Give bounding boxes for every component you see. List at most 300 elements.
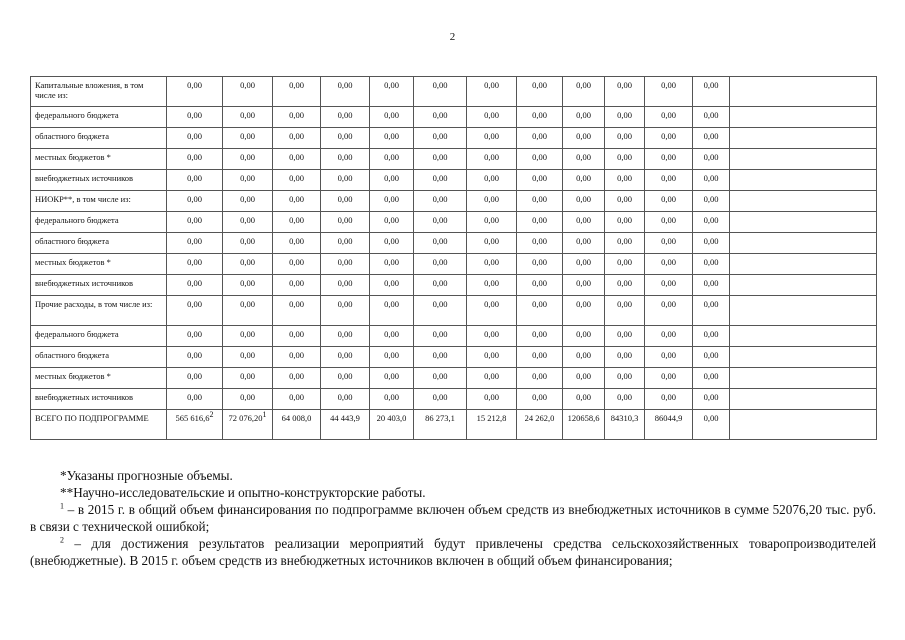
cell-value: 0,00: [337, 257, 353, 267]
value-cell: [167, 368, 223, 389]
cell-value: 0,00: [617, 329, 632, 339]
value-cell: [223, 275, 273, 296]
cell-value: 0,00: [432, 194, 448, 204]
value-cell: [645, 326, 693, 347]
cell-value: 0,00: [432, 110, 448, 120]
value-cell: [517, 326, 563, 347]
cell-value: 0,00: [187, 278, 202, 288]
empty-cell: [730, 191, 877, 212]
cell-value: 0,00: [617, 152, 632, 162]
value-cell: [414, 368, 467, 389]
cell-value: 0,00: [532, 350, 547, 360]
cell-value: 0,00: [187, 350, 202, 360]
value-cell: [414, 233, 467, 254]
footnote-2-mark: 2: [60, 535, 64, 545]
value-cell: [273, 389, 321, 410]
value-cell: [563, 170, 605, 191]
value-cell: [517, 149, 563, 170]
value-cell: [563, 149, 605, 170]
value-cell: [517, 389, 563, 410]
table-row: [31, 368, 877, 389]
cell-value: 0,00: [337, 173, 353, 183]
value-cell: [605, 170, 645, 191]
value-cell: [563, 191, 605, 212]
row-label: внебюджетных источников: [31, 389, 167, 410]
value-cell: [273, 368, 321, 389]
value-cell: [414, 212, 467, 233]
value-cell: [563, 347, 605, 368]
cell-value: 0,00: [289, 131, 304, 141]
value-cell: [605, 77, 645, 107]
value-cell: [605, 128, 645, 149]
cell-value: 0,00: [484, 131, 499, 141]
value-cell: [273, 107, 321, 128]
value-cell: [370, 296, 414, 326]
cell-value: 0,00: [661, 236, 676, 246]
cell-value: 0,00: [484, 350, 499, 360]
value-cell: [167, 296, 223, 326]
value-cell: [321, 368, 370, 389]
cell-value: 0,00: [432, 392, 448, 402]
footnote-niokr: **Научно-исследовательские и опытно-конструкторские работы.: [60, 485, 426, 500]
cell-value: 0,00: [661, 350, 676, 360]
value-cell: [167, 275, 223, 296]
value-cell: [605, 347, 645, 368]
footnote-1: [30, 501, 876, 535]
cell-value: 0,00: [484, 194, 499, 204]
value-cell: [467, 326, 517, 347]
cell-value: 0,00: [337, 371, 353, 381]
value-cell: [645, 233, 693, 254]
value-cell: [273, 275, 321, 296]
table-row: [31, 275, 877, 296]
cell-value: 0,00: [532, 371, 547, 381]
cell-value: 0,00: [484, 392, 499, 402]
cell-value: 0,00: [432, 257, 448, 267]
value-cell: [563, 107, 605, 128]
cell-value: 0,00: [576, 173, 591, 183]
value-cell: [223, 389, 273, 410]
cell-value: 0,00: [532, 215, 547, 225]
value-cell: [645, 107, 693, 128]
value-cell: [414, 149, 467, 170]
value-cell: [605, 107, 645, 128]
value-cell: [645, 296, 693, 326]
value-cell: [563, 410, 605, 440]
cell-value: 0,00: [703, 194, 719, 204]
cell-value: 0,00: [240, 371, 255, 381]
value-cell: [167, 233, 223, 254]
value-cell: [605, 326, 645, 347]
value-cell: [370, 275, 414, 296]
value-cell: [414, 128, 467, 149]
cell-value: 20 403,0: [376, 413, 407, 423]
value-cell: [563, 77, 605, 107]
value-cell: [693, 389, 730, 410]
table-row: [31, 254, 877, 275]
value-cell: [645, 212, 693, 233]
cell-value: 0,00: [617, 278, 632, 288]
value-cell: [605, 389, 645, 410]
value-cell: [273, 212, 321, 233]
cell-value: 0,00: [532, 173, 547, 183]
footnote-mark: 2: [209, 410, 214, 420]
value-cell: [645, 347, 693, 368]
cell-value: 0,00: [384, 80, 399, 90]
cell-value: 24 262,0: [524, 413, 555, 423]
value-cell: [223, 170, 273, 191]
empty-cell: [730, 149, 877, 170]
value-cell: [273, 170, 321, 191]
value-cell: [467, 107, 517, 128]
cell-value: 0,00: [289, 173, 304, 183]
cell-value: 0,00: [289, 236, 304, 246]
value-cell: [167, 254, 223, 275]
value-cell: [223, 410, 273, 440]
row-label: областного бюджета: [31, 233, 167, 254]
empty-cell: [730, 275, 877, 296]
value-cell: [414, 77, 467, 107]
table-row: [31, 233, 877, 254]
value-cell: [645, 368, 693, 389]
value-cell: [517, 347, 563, 368]
cell-value: 0,00: [703, 80, 719, 90]
value-cell: [273, 191, 321, 212]
cell-value: 0,00: [240, 329, 255, 339]
cell-value: 0,00: [337, 152, 353, 162]
value-cell: [563, 212, 605, 233]
value-cell: [645, 77, 693, 107]
value-cell: [467, 233, 517, 254]
cell-value: 0,00: [532, 80, 547, 90]
value-cell: [645, 254, 693, 275]
cell-value: 0,00: [187, 173, 202, 183]
value-cell: [605, 212, 645, 233]
value-cell: [370, 410, 414, 440]
cell-value: 0,00: [661, 371, 676, 381]
cell-value: 0,00: [703, 152, 719, 162]
value-cell: [693, 107, 730, 128]
cell-value: 0,00: [703, 329, 719, 339]
footnotes: [30, 467, 876, 569]
value-cell: [414, 347, 467, 368]
footnote-1-text: – в 2015 г. в общий объем финансирования по подпрограмме включен объем средств из внебюджетных источников в сумме 52076,20 тыс. руб. в связи с технической ошибкой;: [30, 502, 876, 534]
cell-value: 0,00: [187, 329, 202, 339]
cell-value: 0,00: [432, 299, 448, 309]
value-cell: [167, 410, 223, 440]
value-cell: [370, 254, 414, 275]
cell-value: 0,00: [703, 371, 719, 381]
value-cell: [223, 149, 273, 170]
value-cell: [321, 128, 370, 149]
footnote-forecast: *Указаны прогнозные объемы.: [60, 468, 233, 483]
value-cell: [167, 212, 223, 233]
cell-value: 0,00: [576, 257, 591, 267]
cell-value: 0,00: [289, 80, 304, 90]
cell-value: 0,00: [187, 299, 202, 309]
cell-value: 0,00: [432, 371, 448, 381]
value-cell: [414, 191, 467, 212]
cell-value: 0,00: [289, 215, 304, 225]
value-cell: [370, 212, 414, 233]
value-cell: [370, 368, 414, 389]
value-cell: [321, 149, 370, 170]
cell-value: 0,00: [384, 194, 399, 204]
empty-cell: [730, 254, 877, 275]
cell-value: 0,00: [617, 350, 632, 360]
value-cell: [321, 410, 370, 440]
cell-value: 0,00: [661, 257, 676, 267]
cell-value: 0,00: [703, 278, 719, 288]
cell-value: 0,00: [532, 392, 547, 402]
row-label: местных бюджетов *: [31, 368, 167, 389]
value-cell: [273, 347, 321, 368]
cell-value: 0,00: [703, 392, 719, 402]
table-row: [31, 149, 877, 170]
value-cell: [167, 149, 223, 170]
cell-value: 0,00: [384, 236, 399, 246]
cell-value: 0,00: [484, 110, 499, 120]
row-label: ВСЕГО ПО ПОДПРОГРАММЕ: [31, 410, 167, 440]
value-cell: [321, 107, 370, 128]
cell-value: 0,00: [240, 257, 255, 267]
value-cell: [223, 326, 273, 347]
value-cell: [273, 410, 321, 440]
cell-value: 0,00: [432, 236, 448, 246]
value-cell: [467, 389, 517, 410]
table-row: [31, 107, 877, 128]
cell-value: 0,00: [289, 329, 304, 339]
value-cell: [321, 275, 370, 296]
value-cell: [605, 410, 645, 440]
value-cell: [605, 254, 645, 275]
cell-value: 0,00: [337, 80, 353, 90]
cell-value: 0,00: [187, 371, 202, 381]
cell-value: 0,00: [187, 80, 202, 90]
cell-value: 0,00: [240, 110, 255, 120]
value-cell: [223, 296, 273, 326]
value-cell: [167, 347, 223, 368]
cell-value: 0,00: [289, 299, 304, 309]
value-cell: [467, 410, 517, 440]
cell-value: 0,00: [240, 350, 255, 360]
value-cell: [693, 233, 730, 254]
cell-value: 0,00: [384, 152, 399, 162]
cell-value: 0,00: [384, 215, 399, 225]
value-cell: [321, 347, 370, 368]
value-cell: [414, 254, 467, 275]
footnote-2-text: – для достижения результатов реализации мероприятий будут привлечены средства сельскохозяйственных товаропроизводителей (внебюджетные). В 2015 г. объем средств из внебюджетных источников включен в общий объем финансирования;: [30, 536, 876, 568]
cell-value: 0,00: [532, 131, 547, 141]
value-cell: [563, 326, 605, 347]
row-label: федерального бюджета: [31, 212, 167, 233]
cell-value: 0,00: [240, 392, 255, 402]
cell-value: 0,00: [617, 80, 632, 90]
value-cell: [223, 212, 273, 233]
value-cell: [517, 410, 563, 440]
table-row: [31, 347, 877, 368]
value-cell: [693, 368, 730, 389]
cell-value: 0,00: [576, 80, 591, 90]
value-cell: [517, 254, 563, 275]
cell-value: 0,00: [703, 413, 719, 423]
cell-value: 64 008,0: [281, 413, 312, 423]
cell-value: 0,00: [240, 80, 255, 90]
value-cell: [467, 296, 517, 326]
cell-value: 0,00: [661, 215, 676, 225]
table-row: [31, 170, 877, 191]
cell-value: 0,00: [289, 350, 304, 360]
cell-value: 0,00: [703, 350, 719, 360]
value-cell: [467, 254, 517, 275]
value-cell: [370, 191, 414, 212]
value-cell: [223, 77, 273, 107]
value-cell: [693, 149, 730, 170]
value-cell: [467, 275, 517, 296]
cell-value: 0,00: [661, 278, 676, 288]
cell-value: 0,00: [289, 392, 304, 402]
value-cell: [370, 347, 414, 368]
value-cell: [563, 254, 605, 275]
value-cell: [517, 212, 563, 233]
value-cell: [414, 107, 467, 128]
footnote-mark: 1: [262, 410, 267, 420]
value-cell: [414, 410, 467, 440]
cell-value: 0,00: [484, 236, 499, 246]
cell-value: 0,00: [617, 371, 632, 381]
value-cell: [517, 107, 563, 128]
value-cell: [563, 233, 605, 254]
empty-cell: [730, 170, 877, 191]
cell-value: 0,00: [532, 236, 547, 246]
value-cell: [370, 77, 414, 107]
cell-value: 0,00: [484, 173, 499, 183]
empty-cell: [730, 368, 877, 389]
value-cell: [370, 326, 414, 347]
page-number: 2: [449, 31, 456, 43]
row-label: местных бюджетов *: [31, 254, 167, 275]
table-row: [31, 191, 877, 212]
cell-value: 0,00: [661, 299, 676, 309]
value-cell: [605, 191, 645, 212]
value-cell: [467, 149, 517, 170]
value-cell: [223, 347, 273, 368]
cell-value: 0,00: [576, 329, 591, 339]
value-cell: [321, 191, 370, 212]
cell-value: 0,00: [289, 371, 304, 381]
table-row: [31, 77, 877, 107]
value-cell: [273, 77, 321, 107]
cell-value: 0,00: [337, 131, 353, 141]
cell-value: 0,00: [703, 215, 719, 225]
cell-value: 0,00: [703, 257, 719, 267]
cell-value: 0,00: [187, 215, 202, 225]
value-cell: [517, 368, 563, 389]
cell-value: 0,00: [384, 392, 399, 402]
value-cell: [645, 410, 693, 440]
table-row: [31, 128, 877, 149]
empty-cell: [730, 77, 877, 107]
cell-value: 0,00: [484, 152, 499, 162]
cell-value: 0,00: [532, 152, 547, 162]
cell-value: 0,00: [576, 194, 591, 204]
value-cell: [693, 254, 730, 275]
table-row: [31, 389, 877, 410]
empty-cell: [730, 326, 877, 347]
cell-value: 120658,6: [567, 413, 600, 423]
cell-value: 0,00: [576, 350, 591, 360]
cell-value: 0,00: [384, 110, 399, 120]
cell-value: 0,00: [337, 215, 353, 225]
cell-value: 0,00: [617, 173, 632, 183]
value-cell: [273, 254, 321, 275]
row-label: Прочие расходы, в том числе из:: [31, 296, 167, 326]
cell-value: 0,00: [703, 131, 719, 141]
table-row: [31, 212, 877, 233]
cell-value: 0,00: [240, 173, 255, 183]
cell-value: 0,00: [617, 131, 632, 141]
cell-value: 0,00: [384, 371, 399, 381]
value-cell: [223, 254, 273, 275]
cell-value: 0,00: [484, 257, 499, 267]
value-cell: [370, 389, 414, 410]
cell-value: 0,00: [187, 236, 202, 246]
value-cell: [467, 128, 517, 149]
value-cell: [273, 149, 321, 170]
cell-value: 0,00: [337, 194, 353, 204]
value-cell: [223, 233, 273, 254]
cell-value: 0,00: [240, 194, 255, 204]
cell-value: 0,00: [617, 299, 632, 309]
value-cell: [167, 191, 223, 212]
value-cell: [563, 389, 605, 410]
value-cell: [414, 170, 467, 191]
value-cell: [167, 170, 223, 191]
value-cell: [517, 191, 563, 212]
cell-value: 0,00: [576, 152, 591, 162]
row-label: Капитальные вложения, в том числе из:: [31, 77, 167, 107]
value-cell: [563, 296, 605, 326]
cell-value: 0,00: [384, 131, 399, 141]
value-cell: [321, 389, 370, 410]
cell-value: 0,00: [617, 236, 632, 246]
cell-value: 0,00: [661, 392, 676, 402]
cell-value: 0,00: [576, 371, 591, 381]
value-cell: [321, 326, 370, 347]
cell-value: 0,00: [532, 278, 547, 288]
value-cell: [693, 77, 730, 107]
cell-value: 0,00: [240, 215, 255, 225]
cell-value: 0,00: [384, 329, 399, 339]
cell-value: 0,00: [432, 350, 448, 360]
value-cell: [223, 107, 273, 128]
cell-value: 0,00: [289, 278, 304, 288]
cell-value: 0,00: [703, 173, 719, 183]
cell-value: 0,00: [484, 299, 499, 309]
cell-value: 0,00: [337, 329, 353, 339]
value-cell: [223, 191, 273, 212]
value-cell: [167, 389, 223, 410]
cell-value: 86044,9: [654, 413, 683, 423]
value-cell: [467, 191, 517, 212]
cell-value: 0,00: [532, 299, 547, 309]
cell-value: 0,00: [617, 392, 632, 402]
financing-table: [30, 76, 877, 440]
cell-value: 0,00: [384, 257, 399, 267]
value-cell: [517, 296, 563, 326]
value-cell: [467, 212, 517, 233]
cell-value: 0,00: [289, 257, 304, 267]
